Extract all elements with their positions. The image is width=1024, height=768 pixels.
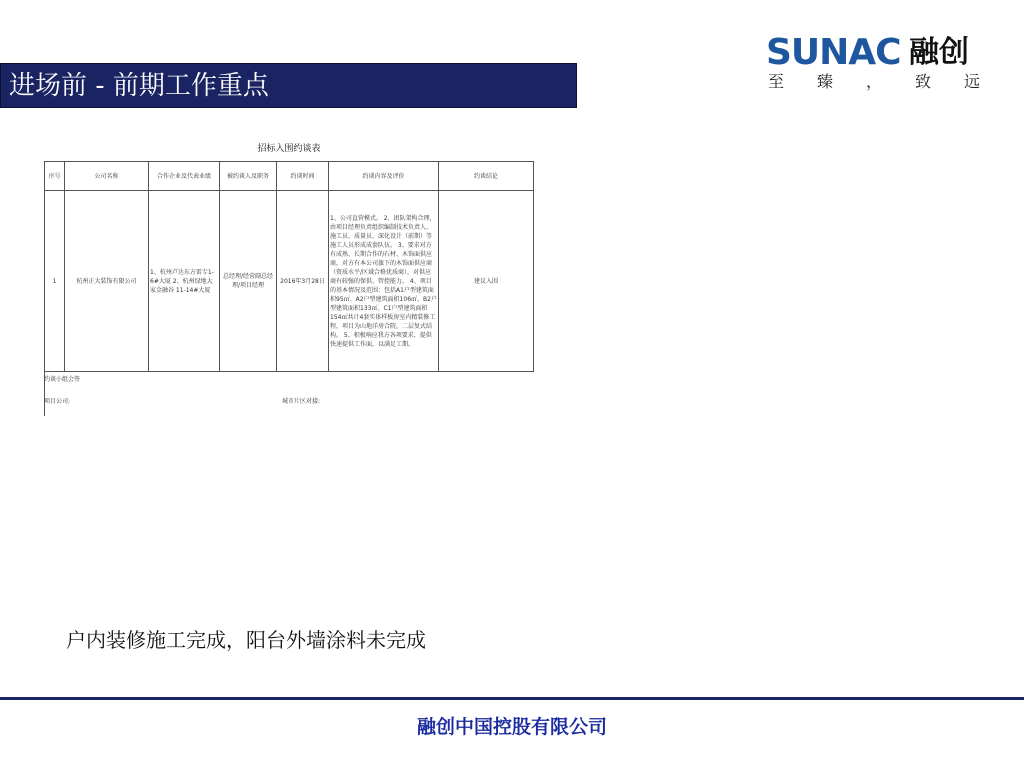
- table-row: [45, 191, 534, 372]
- logo-brand-en: SUNAC: [766, 32, 901, 73]
- tagline-char: 至: [768, 72, 785, 91]
- interview-sheet-image: [44, 137, 533, 415]
- tagline-char: 致: [914, 72, 931, 91]
- sheet-title: 招标入围约谈表: [257, 143, 321, 154]
- tagline-char: 臻: [816, 72, 833, 91]
- column-header: 约谈结论: [439, 162, 534, 191]
- slide-caption: 户内装修施工完成，阳台外墙涂料未完成: [66, 628, 426, 652]
- slide-title: 进场前 - 前期工作重点: [9, 71, 269, 101]
- column-header: 约谈内容及评价: [329, 162, 439, 191]
- cell-content: 1、公司直营模式。 2、团队架构合理，由项目经理负责组织编制技术负责人、施工员、质量员、深化设计（前期）等施工人员形成成套队伍。 3、要求对方有成熟、长期合作的石材、木饰面供应商，对方有本公司旗下的木饰面供应商（资质水平/区域合格优质商），对供应商有较强的保供、管控能力。 4、项目的基本情况及范围：包括A1户型建筑面积95㎡、A2户型建筑面积106㎡、B2户型建筑面积133㎡、C1户型建筑面积154㎡共计4套实体样板房室内精装修工程，项目为山地洋房合院，二层复式结构。 5、积极响应我方各项要求，提供快速提供工作面，以满足工期。: [329, 191, 439, 372]
- slide-title-bar: [0, 63, 577, 108]
- cell-partners: 1、杭州卢达东方雷专1-6#大厦 2、杭州绿地大家金融谷 11-14#大厦: [149, 191, 220, 372]
- sunac-logo: [766, 34, 986, 94]
- project-company-label: 项目公司:: [44, 398, 71, 405]
- interview-table: [44, 137, 534, 372]
- cell-conclusion: 建议入围: [439, 191, 534, 372]
- column-header: 序号: [45, 162, 65, 191]
- column-header: 约谈时间: [277, 162, 329, 191]
- attendees-label: 约谈小组会签: [44, 376, 81, 383]
- cell-interviewee: 总经理/经营副总经理/项目经理: [220, 191, 277, 372]
- footer-divider: [0, 697, 1024, 700]
- company-name: 融创中国控股有限公司: [416, 716, 607, 738]
- tagline-char: 远: [963, 72, 980, 91]
- column-header: 合作企业及代表业绩: [149, 162, 220, 191]
- logo-tagline: [768, 72, 980, 92]
- column-header: 被约谈人及职务: [220, 162, 277, 191]
- city-label: 城市片区对接:: [282, 398, 321, 405]
- cell-time: 2016年3月28日: [277, 191, 329, 372]
- sheet-footer: [44, 372, 533, 416]
- cell-no: 1: [45, 191, 65, 372]
- logo-brand-cn: 融创: [909, 35, 969, 70]
- column-header: 公司名称: [65, 162, 149, 191]
- tagline-char: ，: [865, 72, 882, 91]
- cell-company: 杭州正大装饰有限公司: [65, 191, 149, 372]
